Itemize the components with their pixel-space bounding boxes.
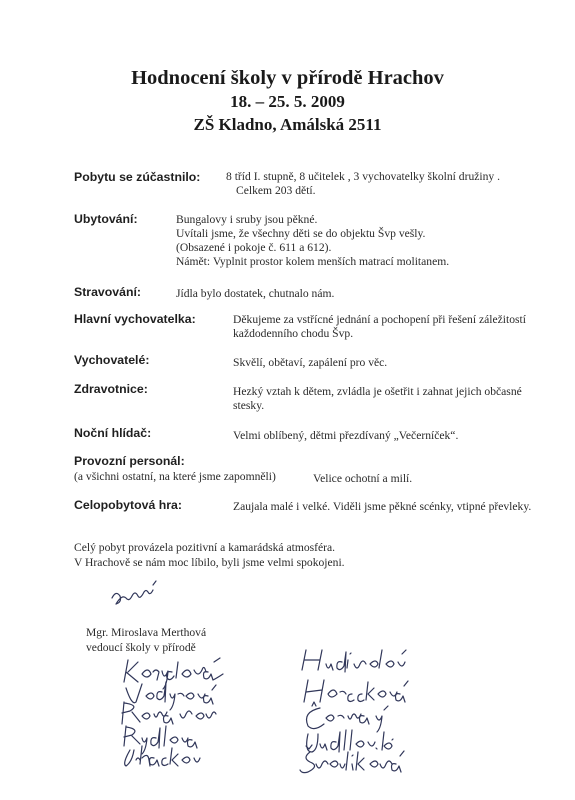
value-line: Uvítali jsme, že všechny děti se do objektu Švp vešly. bbox=[176, 227, 426, 240]
signature-cerma bbox=[307, 702, 389, 732]
label-game: Celopobytová hra: bbox=[74, 498, 182, 512]
value-line: Celkem 203 dětí. bbox=[236, 184, 316, 197]
label-staff: Provozní personál: bbox=[74, 454, 185, 468]
value-line: Skvělí, obětaví, zapálení pro věc. bbox=[233, 356, 388, 369]
value-line: Velice ochotní a milí. bbox=[313, 472, 413, 485]
staff-note: (a všichni ostatní, na které jsme zapomněli) bbox=[74, 470, 276, 483]
signature-hudinova bbox=[302, 650, 406, 672]
label-meals: Stravování: bbox=[74, 285, 141, 299]
signer-name: Mgr. Miroslava Merthová bbox=[86, 626, 207, 639]
signature-herckova bbox=[304, 680, 408, 702]
closing-line: V Hrachově se nám moc líbilo, byli jsme velmi spokojeni. bbox=[74, 556, 345, 569]
label-head-educator: Hlavní vychovatelka: bbox=[74, 312, 196, 326]
label-educators: Vychovatelé: bbox=[74, 353, 150, 367]
document-dates: 18. – 25. 5. 2009 bbox=[230, 92, 345, 111]
document-title: Hodnocení školy v přírodě Hrachov bbox=[131, 67, 444, 89]
label-participants: Pobytu se zúčastnilo: bbox=[74, 170, 201, 184]
value-line: 8 tříd I. stupně, 8 učitelek , 3 vychovatelky školní družiny . bbox=[226, 170, 501, 183]
label-nurse: Zdravotnice: bbox=[74, 382, 148, 396]
label-accommodation: Ubytování: bbox=[74, 212, 138, 226]
value-line: Bungalovy i sruby jsou pěkné. bbox=[176, 213, 318, 226]
value-line: každodenního chodu Švp. bbox=[233, 327, 354, 340]
value-line: Námět: Vyplnit prostor kolem menších matrací molitanem. bbox=[176, 255, 450, 268]
closing-line: Celý pobyt provázela pozitivní a kamarádská atmosféra. bbox=[74, 541, 336, 554]
value-line: Jídla bylo dostatek, chutnalo nám. bbox=[176, 287, 335, 300]
value-line: stesky. bbox=[233, 399, 265, 412]
school-name: ZŠ Kladno, Amálská 2511 bbox=[193, 115, 382, 134]
value-line: Hezký vztah k dětem, zvládla je ošetřit i zahnat jejich občasné bbox=[233, 385, 522, 398]
value-line: Děkujeme za vstřícné jednání a pochopení při řešení záležitostí bbox=[233, 313, 526, 326]
signer-role: vedoucí školy v přírodě bbox=[86, 641, 196, 654]
value-line: Velmi oblíbený, dětmi přezdívaný „Večerníček“. bbox=[233, 429, 459, 442]
signature-jindrichova bbox=[307, 730, 393, 752]
label-night-guard: Noční hlídač: bbox=[74, 426, 152, 440]
value-line: Zaujala malé i velké. Viděli jsme pěkné scénky, vtipné převleky. bbox=[233, 500, 532, 513]
value-line: (Obsazené i pokoje č. 611 a 612). bbox=[176, 241, 332, 254]
